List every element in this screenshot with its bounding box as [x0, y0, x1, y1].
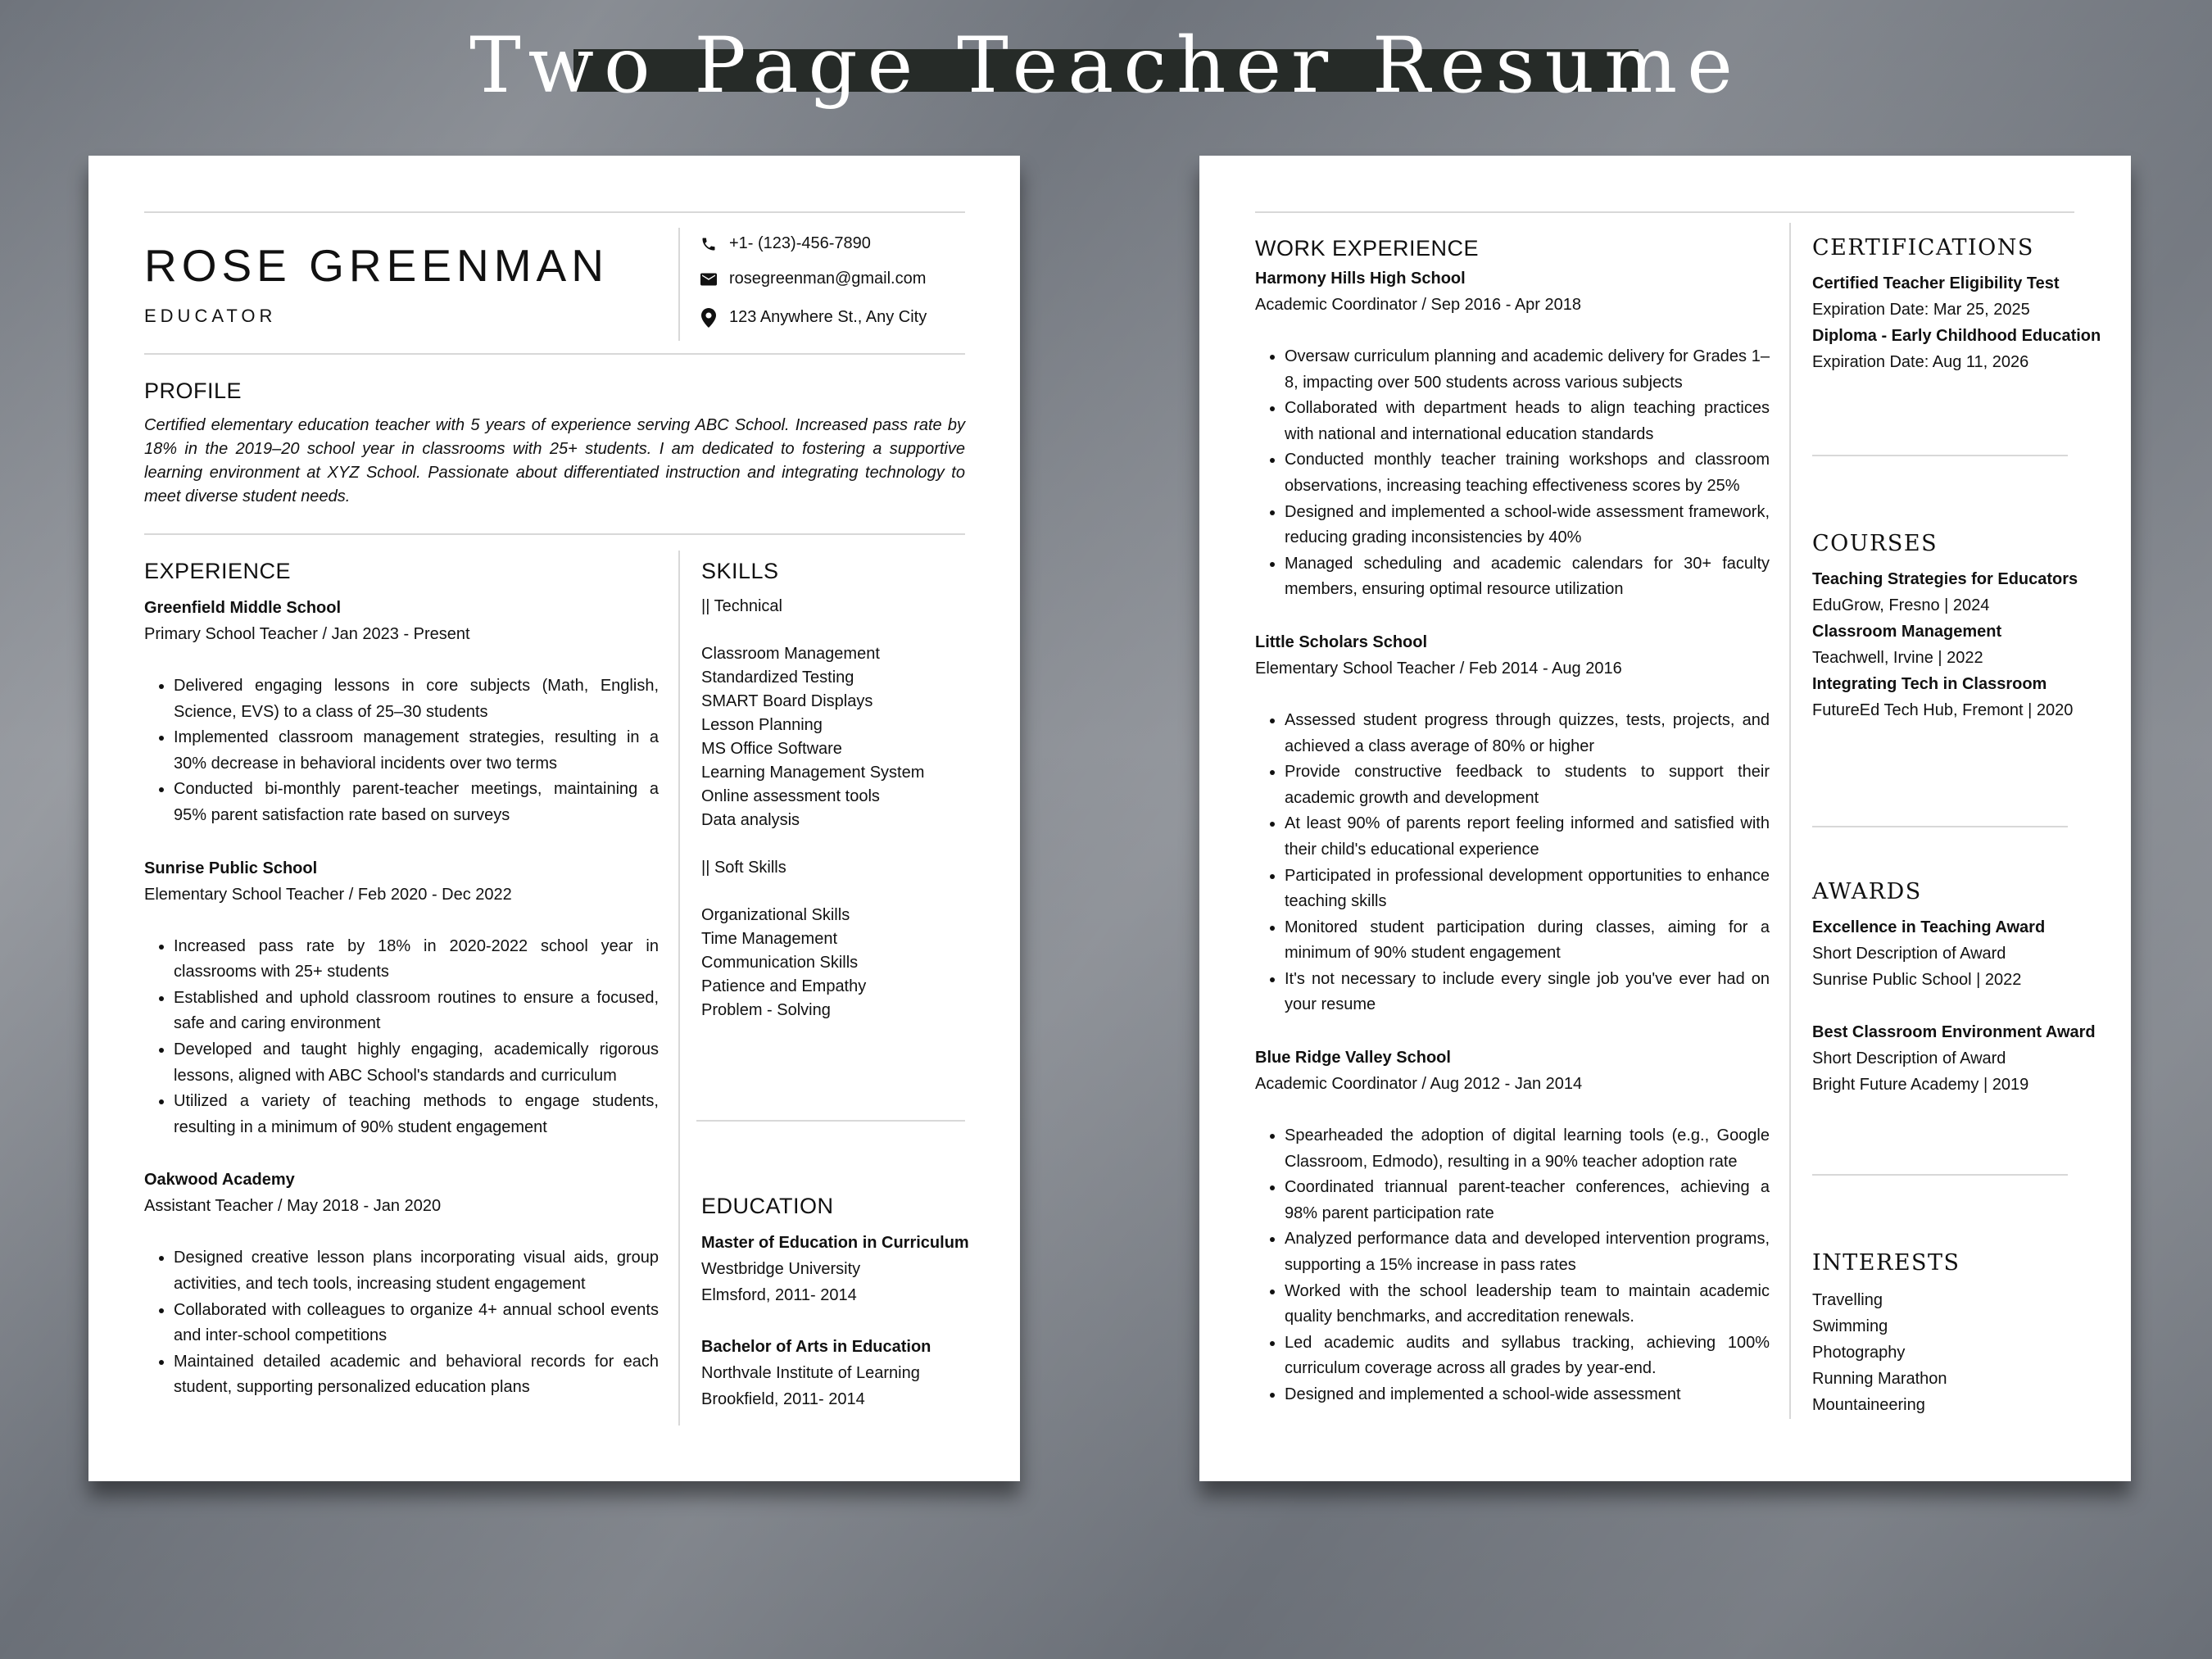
phone-text: +1- (123)-456-7890 — [729, 234, 871, 252]
job-bullet: • Maintained detailed academic and behavioral records for each student, supporting personalized education plans — [174, 1349, 659, 1401]
banner-title: Two Page Teacher Resume — [469, 21, 1743, 111]
interests-section — [1812, 1248, 2115, 1418]
skill-item: Standardized Testing — [701, 669, 854, 687]
contact-address — [700, 308, 927, 327]
awards-section — [1812, 877, 2115, 1098]
skill-item: Patience and Empathy — [701, 977, 867, 995]
award-detail: Sunrise Public School | 2022 — [1812, 971, 2022, 989]
certification-detail: Expiration Date: Mar 25, 2025 — [1812, 301, 2030, 319]
job-title: Academic Coordinator / Aug 2012 - Jan 2014 — [1255, 1075, 1583, 1094]
award-detail: Bright Future Academy | 2019 — [1812, 1076, 2029, 1094]
school: Northvale Institute of Learning — [701, 1364, 920, 1382]
divider — [1812, 1174, 2068, 1176]
profile-text: Certified elementary education teacher with 5 years of experience serving ABC School. Increased pass rate by 18% in the 2019–20 school year in classrooms with 25+ students. I am dedicated to fostering a supportive learning environment at XYZ School. Passionate about differentiated instruction and integrating technology to meet diverse student needs. — [144, 416, 965, 505]
award-description: Short Description of Award — [1812, 1049, 2006, 1067]
certifications-heading: CERTIFICATIONS — [1812, 235, 2034, 261]
job-title: Primary School Teacher / Jan 2023 - Present — [144, 625, 470, 643]
courses-section — [1812, 528, 2115, 723]
education-section — [701, 1190, 996, 1412]
email-text: rosegreenman@gmail.com — [729, 270, 927, 288]
course-detail: FutureEd Tech Hub, Fremont | 2020 — [1812, 701, 2074, 719]
job-bullet: • Oversaw curriculum planning and academic delivery for Grades 1–8, impacting over 500 students across various subjects — [1285, 344, 1770, 396]
divider — [1255, 211, 2074, 213]
phone-icon — [700, 235, 718, 253]
vertical-divider — [1789, 223, 1791, 1419]
job-bullet: • Spearheaded the adoption of digital learning tools (e.g., Google Classroom, Edmodo), resulting in a 90% teacher adoption rate — [1285, 1123, 1770, 1175]
job-bullet: • Collaborated with colleagues to organize 4+ annual school events and inter-school competitions — [174, 1298, 659, 1349]
job-bullet: • Provide constructive feedback to students to support their academic growth and development — [1285, 759, 1770, 811]
divider — [1812, 826, 2068, 827]
interest-item: Running Marathon — [1812, 1370, 1947, 1388]
job-bullet: • Collaborated with department heads to align teaching practices with national and international education standards — [1285, 396, 1770, 447]
job-bullet: • Established and uphold classroom routines to ensure a focused, safe and caring environment — [174, 986, 659, 1037]
address-text: 123 Anywhere St., Any City — [729, 308, 927, 326]
certification-detail: Expiration Date: Aug 11, 2026 — [1812, 353, 2029, 371]
skill-item: Time Management — [701, 930, 837, 948]
divider — [144, 211, 965, 213]
certifications-section — [1812, 233, 2115, 375]
job-bullet: • Designed and implemented a school-wide assessment — [1285, 1382, 1770, 1408]
experience-item — [1255, 265, 1770, 603]
education-heading: EDUCATION — [701, 1194, 834, 1218]
job-title: Elementary School Teacher / Feb 2014 - Aug 2016 — [1255, 659, 1622, 678]
education-item — [701, 1334, 996, 1412]
job-bullet: • Designed and implemented a school-wide assessment framework, reducing grading inconsistencies by 40% — [1285, 500, 1770, 551]
skills-technical-label: || Technical — [701, 597, 782, 615]
education-item — [701, 1230, 996, 1308]
job-bullet: • Conducted monthly teacher training workshops and classroom observations, increasing teaching effectiveness scores by 25% — [1285, 447, 1770, 499]
job-bullet: • Monitored student participation during classes, aiming for a minimum of 90% student engagement — [1285, 915, 1770, 967]
certification-name: Diploma - Early Childhood Education — [1812, 327, 2101, 345]
job-title: Assistant Teacher / May 2018 - Jan 2020 — [144, 1197, 442, 1216]
awards-heading: AWARDS — [1812, 879, 1922, 904]
job-bullet: • Worked with the school leadership team to maintain academic quality benchmarks, and accreditation renewals. — [1285, 1279, 1770, 1330]
experience-item — [1255, 1045, 1770, 1408]
interest-item: Swimming — [1812, 1317, 1888, 1335]
contact-email — [700, 270, 926, 288]
mail-icon — [700, 270, 718, 288]
work-experience-heading: WORK EXPERIENCE — [1255, 236, 1480, 261]
skill-item: Organizational Skills — [701, 906, 850, 924]
job-bullet: • Delivered engaging lessons in core subjects (Math, English, Science, EVS) to a class of 25–30 students — [174, 673, 659, 725]
course-name: Classroom Management — [1812, 623, 2002, 641]
degree: Master of Education in Curriculum — [701, 1234, 969, 1252]
degree: Bachelor of Arts in Education — [701, 1338, 931, 1356]
course-detail: Teachwell, Irvine | 2022 — [1812, 649, 1983, 667]
skill-item: Communication Skills — [701, 954, 859, 972]
divider — [144, 533, 965, 535]
interest-item: Photography — [1812, 1344, 1906, 1362]
experience-item — [1255, 629, 1770, 1018]
interest-item: Travelling — [1812, 1291, 1883, 1309]
location-pin-icon — [700, 309, 718, 327]
skill-item: SMART Board Displays — [701, 692, 873, 710]
skill-item: Data analysis — [701, 811, 800, 829]
award-description: Short Description of Award — [1812, 945, 2006, 963]
candidate-name: ROSE GREENMAN — [144, 240, 609, 291]
skill-item: Online assessment tools — [701, 787, 880, 805]
skills-section — [701, 555, 972, 1022]
skills-heading: SKILLS — [701, 559, 779, 583]
job-org: Little Scholars School — [1255, 632, 1428, 651]
skill-item: Classroom Management — [701, 645, 880, 663]
job-title: Academic Coordinator / Sep 2016 - Apr 2018 — [1255, 296, 1582, 314]
divider — [144, 353, 965, 355]
work-experience-section — [1255, 233, 1770, 1408]
job-bullet: • Implemented classroom management strategies, resulting in a 30% decrease in behavioral incidents over two terms — [174, 725, 659, 777]
job-bullet: • Assessed student progress through quizzes, tests, projects, and achieved a class average of 80% or higher — [1285, 708, 1770, 759]
interest-item: Mountaineering — [1812, 1396, 1925, 1414]
resume-page-2 — [1199, 156, 2131, 1481]
skills-soft-label: || Soft Skills — [701, 859, 786, 877]
school: Westbridge University — [701, 1260, 861, 1278]
divider — [696, 1120, 965, 1122]
job-org: Oakwood Academy — [144, 1171, 295, 1190]
resume-page-1 — [88, 156, 1020, 1481]
job-bullet: • Designed creative lesson plans incorporating visual aids, group activities, and tech tools, increasing student engagement — [174, 1245, 659, 1297]
experience-item — [144, 595, 659, 829]
job-org: Greenfield Middle School — [144, 599, 342, 617]
experience-item — [144, 1167, 659, 1401]
experience-section — [144, 555, 659, 1401]
job-bullet: • It's not necessary to include every single job you've ever had on your resume — [1285, 967, 1770, 1018]
job-bullet: • Led academic audits and syllabus tracking, achieving 100% curriculum coverage across all grades by year-end. — [1285, 1330, 1770, 1382]
experience-item — [144, 855, 659, 1141]
contact-phone — [700, 234, 871, 253]
job-org: Sunrise Public School — [144, 859, 318, 877]
job-bullet: • Coordinated triannual parent-teacher conferences, achieving a 98% parent participation rate — [1285, 1175, 1770, 1226]
candidate-role: EDUCATOR — [144, 306, 277, 326]
skill-item: Problem - Solving — [701, 1001, 831, 1019]
job-bullet: • Utilized a variety of teaching methods to engage students, resulting in a minimum of 90% student engagement — [174, 1089, 659, 1140]
job-bullet: • Participated in professional development opportunities to enhance teaching skills — [1285, 863, 1770, 915]
job-org: Blue Ridge Valley School — [1255, 1049, 1451, 1067]
job-bullet: • Increased pass rate by 18% in 2020-2022 school year in classrooms with 25+ students — [174, 934, 659, 986]
job-bullet: • At least 90% of parents report feeling informed and satisfied with their child's educational experience — [1285, 811, 1770, 863]
award-name: Excellence in Teaching Award — [1812, 918, 2046, 936]
course-name: Integrating Tech in Classroom — [1812, 675, 2047, 693]
job-bullet: • Managed scheduling and academic calendars for 30+ faculty members, ensuring optimal resource utilization — [1285, 551, 1770, 603]
vertical-divider — [678, 228, 680, 341]
award-name: Best Classroom Environment Award — [1812, 1023, 2096, 1041]
course-name: Teaching Strategies for Educators — [1812, 570, 2078, 588]
job-bullet: • Developed and taught highly engaging, academically rigorous lessons, aligned with ABC School's standards and curriculum — [174, 1037, 659, 1089]
skill-item: MS Office Software — [701, 740, 842, 758]
profile-heading: PROFILE — [144, 378, 243, 403]
school-place: Elmsford, 2011- 2014 — [701, 1286, 857, 1304]
job-title: Elementary School Teacher / Feb 2020 - Dec 2022 — [144, 885, 512, 904]
job-bullet: • Analyzed performance data and developed intervention programs, supporting a 15% increase in pass rates — [1285, 1226, 1770, 1278]
certification-name: Certified Teacher Eligibility Test — [1812, 274, 2060, 292]
courses-heading: COURSES — [1812, 531, 1938, 556]
job-org: Harmony Hills High School — [1255, 270, 1466, 288]
skill-item: Lesson Planning — [701, 716, 823, 734]
school-place: Brookfield, 2011- 2014 — [701, 1390, 865, 1408]
interests-heading: INTERESTS — [1812, 1250, 1960, 1276]
divider — [1812, 455, 2068, 456]
skill-item: Learning Management System — [701, 764, 925, 782]
experience-heading: EXPERIENCE — [144, 559, 292, 583]
vertical-divider — [678, 551, 680, 1426]
course-detail: EduGrow, Fresno | 2024 — [1812, 596, 1990, 614]
job-bullet: • Conducted bi-monthly parent-teacher meetings, maintaining a 95% parent satisfaction rate based on surveys — [174, 777, 659, 828]
